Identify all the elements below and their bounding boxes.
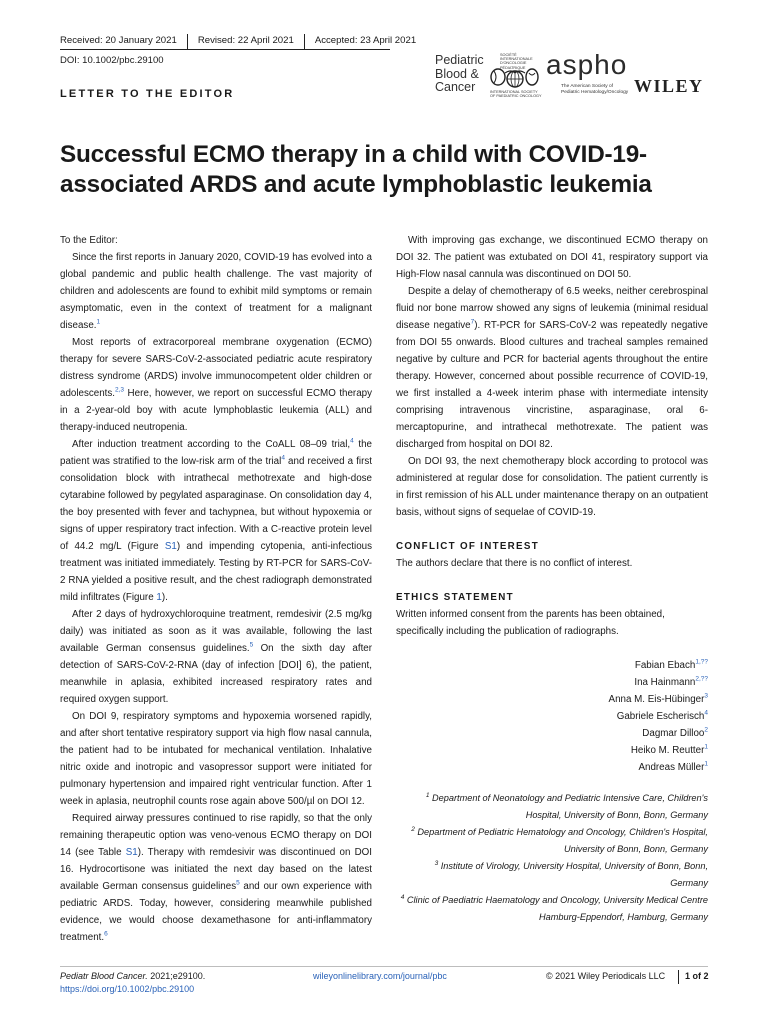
received-date: Received: 20 January 2021 <box>60 35 177 46</box>
figure-link[interactable]: 1 <box>156 592 162 603</box>
author-name: Gabriele Escherisch <box>616 711 705 722</box>
article-doi: DOI: 10.1002/pbc.29100 <box>60 55 164 66</box>
paragraph-5: On DOI 9, respiratory symptoms and hypoxemia worsened rapidly, and after short tentative respiratory support via high flow nasal cannula, the patient had to be intubated for mechanical ventilation. Inhalative nitric oxide and inotropic and vasopressor support were initiated for pulmonary hypertension and impaired right ventricular function. After 1 week in aplasia, neutrophil counts rose again above 500/µl on DOI 12. <box>60 711 372 807</box>
footer-divider <box>60 966 708 967</box>
right-column <box>396 232 708 926</box>
author-entry <box>396 657 708 674</box>
paragraph-4: After 2 days of hydroxychloroquine treatment, remdesivir (2.5 mg/kg daily) was initiated as soon as it was available, following the last available German consensus guidelines.$^5$ On the sixth day after detection of SARS-CoV-2-RNA (day of infection [DOI] 6), the patient, meanwhile in aplasia, exhibited increased respiratory rates and required oxygen support. <box>60 609 372 705</box>
table-link[interactable]: S1 <box>125 847 138 858</box>
journal-name-line1: Pediatric <box>435 53 484 67</box>
affiliation-entry <box>396 824 708 857</box>
dates-divider <box>60 49 390 50</box>
revised-date: Revised: 22 April 2021 <box>187 34 304 50</box>
dates-bar <box>60 34 426 50</box>
salutation: To the Editor: <box>60 235 118 246</box>
ref-link[interactable]: 4 <box>350 437 354 445</box>
coi-heading: CONFLICT OF INTEREST <box>396 541 540 552</box>
paragraph-7: With improving gas exchange, we discontinued ECMO therapy on DOI 32. The patient was extubated on DOI 41, respiratory support via High-Flow nasal cannula was discontinued on DOI 50. <box>396 235 708 280</box>
coi-text: The authors declare that there is no conflict of interest. <box>396 558 633 569</box>
affiliation-text: Department of Neonatology and Pediatric Intensive Care, Children's Hospital, University of Bonn, Bonn, Germany <box>429 793 708 820</box>
wiley-logo: WILEY <box>634 76 704 96</box>
affiliation-number: 1 <box>425 791 430 799</box>
footer-citation <box>60 970 205 996</box>
affiliation-number: 3 <box>434 859 439 867</box>
ref-link[interactable]: 7 <box>470 318 475 326</box>
paragraph-9: On DOI 93, the next chemotherapy block according to protocol was administered at regular dose for consolidation. The patient currently is in first remission of his ALL under maintenance therapy on an outpatient basis, without signs of sequelae of COVID-19. <box>396 456 708 518</box>
siop-logo-bottom-text: INTERNATIONAL SOCIETY OF PAEDIATRIC ONCOLOGY <box>490 90 542 99</box>
author-entry <box>396 759 708 776</box>
author-name: Anna M. Eis-Hübinger <box>608 694 705 705</box>
affiliation-entry <box>396 790 708 823</box>
ref-link[interactable]: 5 <box>249 641 254 649</box>
affiliation-entry <box>396 858 708 891</box>
aspho-subtitle-line2: Pediatric Hematology/Oncology <box>561 89 629 95</box>
author-affiliation-link[interactable]: 2 <box>704 726 708 734</box>
doi-link[interactable]: https://doi.org/10.1002/pbc.29100 <box>60 984 195 994</box>
author-list <box>396 657 708 776</box>
author-affiliation-link[interactable]: 1 <box>704 743 708 751</box>
author-name: Ina Hainmann <box>634 677 696 688</box>
journal-site-link[interactable]: wileyonlinelibrary.com/journal/pbc <box>313 971 447 981</box>
author-name: Heiko M. Reutter <box>630 745 705 756</box>
author-entry <box>396 674 708 691</box>
author-affiliation-link[interactable]: 1,?? <box>695 658 708 666</box>
accepted-date: Accepted: 23 April 2021 <box>304 34 426 50</box>
section-label: LETTER TO THE EDITOR <box>60 88 235 100</box>
affiliation-text: Clinic of Paediatric Haematology and Oncology, University Medical Centre Hamburg-Eppendorf, Hamburg, Germany <box>404 895 708 922</box>
left-column <box>60 232 372 946</box>
paragraph-2: Most reports of extracorporeal membrane oxygenation (ECMO) therapy for severe SARS-CoV-2-associated pediatric acute respiratory distress syndrome (ARDS) involve immunocompetent older children or adolescents.$^{2,3}$ Here, however, we report on successful ECMO therapy in a 2-year-old boy with acute lymphoblastic leukemia (ALL) and therapy-induced neutropenia. <box>60 337 372 433</box>
ethics-text: Written informed consent from the parents has been obtained, specifically including the publication of radiographs. <box>396 609 665 637</box>
paragraph-8: Despite a delay of chemotherapy of 6.5 weeks, neither cerebrospinal fluid nor bone marrow showed any signs of leukemia (minimal residual disease negative$^7$). RT-PCR for SARS-CoV-2 was repeatedly negative from DOI 55 onwards. Blood cultures and tracheal samples remained negative by culture and PCR for bacterial agents throughout the entire therapy. However, concerned about possible recurrence of COVID-19, we first installed a 4-week interim phase with intermediate intensity comprising intravenous vincristine, asparaginase, oral 6-mercaptopurine, and intrathecal methotrexate. The patient was discharged from hospital on DOI 82. <box>396 286 708 450</box>
author-entry <box>396 691 708 708</box>
author-name: Dagmar Dilloo <box>642 728 705 739</box>
author-name: Andreas Müller <box>638 762 705 773</box>
journal-abbrev: Pediatr Blood Cancer. <box>60 971 148 981</box>
affiliation-entry <box>396 892 708 925</box>
citation-detail: 2021;e29100. <box>147 971 206 981</box>
siop-logo <box>488 53 540 99</box>
ethics-heading: ETHICS STATEMENT <box>396 592 514 603</box>
figure-link[interactable]: S1 <box>164 541 177 552</box>
journal-name-line2: Blood & <box>435 66 479 81</box>
author-name: Fabian Ebach <box>634 660 696 671</box>
aspho-logo: aspho <box>546 49 628 80</box>
author-affiliation-link[interactable]: 1 <box>704 760 708 768</box>
affiliation-text: Institute of Virology, University Hospital, University of Bonn, Bonn, Germany <box>438 861 708 888</box>
ref-link[interactable]: 4 <box>281 454 285 462</box>
aspho-subtitle-line1: The American Society of <box>561 84 613 89</box>
copyright: © 2021 Wiley Periodicals LLC <box>546 971 666 981</box>
author-affiliation-link[interactable]: 2,?? <box>695 675 708 683</box>
article-title: Successful ECMO therapy in a child with COVID-19-associated ARDS and acute lymphoblastic leukemia <box>60 141 652 198</box>
author-entry <box>396 742 708 759</box>
aspho-subtitle <box>561 84 631 95</box>
author-affiliation-link[interactable]: 4 <box>704 709 708 717</box>
ref-link[interactable]: 1 <box>96 318 101 326</box>
paragraph-6: Required airway pressures continued to rise rapidly, so that the only remaining therapeutic option was veno-venous ECMO therapy on DOI 14 (see Table S1). Therapy with remdesivir was discontinued on DOI 16. Hydrocortisone was initiated the next day based on the latest available German consensus guidelines$^5$ and our own experience with pediatric ARDS. Today, however, considering meanwhile published evidence, we would choose dexamethasone for anti-inflammatory treatment.$^6$ <box>60 813 372 943</box>
author-affiliation-link[interactable]: 3 <box>704 692 708 700</box>
ref-link[interactable]: 5 <box>236 879 240 887</box>
affiliation-number: 2 <box>411 825 415 833</box>
page-number: 1 of 2 <box>678 970 709 984</box>
ref-link[interactable]: 2,3 <box>115 386 125 394</box>
siop-logo-top-text: SOCIÉTÉ INTERNATIONALE D'ONCOLOGIE PÉDIATRIQUE <box>500 53 533 70</box>
ref-link[interactable]: 6 <box>104 930 108 938</box>
paragraph-3: After induction treatment according to the CoALL 08–09 trial,$^4$ the patient was stratified to the low-risk arm of the trial$^4$ and received a first consolidation block with intrathecal methotrexate and high-dose cytarabine followed by pegylated asparaginase. On consolidation day 4, the boy presented with fever and tachypnea, but without hypoxemia or signs of upper respiratory tract infection. With a C-reactive protein level of 44.2 mg/L (Figure S1) and impending cytopenia, anti-infectious treatment was initiated immediately. Testing by RT-PCR for SARS-CoV-2 RNA yielded a positive result, and the chest radiograph demonstrated mild infiltrates (Figure 1). <box>60 437 372 603</box>
affiliation-text: Department of Pediatric Hematology and Oncology, Children's Hospital, University of Bonn, Bonn, Germany <box>414 827 708 854</box>
affiliation-number: 4 <box>400 893 405 901</box>
journal-name-line3: Cancer <box>435 80 476 94</box>
paragraph-1: Since the first reports in January 2020, COVID-19 has evolved into a global pandemic and public health challenge. The vast majority of children and adolescents are found to exhibit mild symptoms or remain asymptomatic, even in the context of treatment for a malignant disease.$^1$ <box>60 252 372 331</box>
author-entry <box>396 708 708 725</box>
affiliation-list <box>396 790 708 925</box>
author-entry <box>396 725 708 742</box>
journal-name <box>435 54 495 95</box>
